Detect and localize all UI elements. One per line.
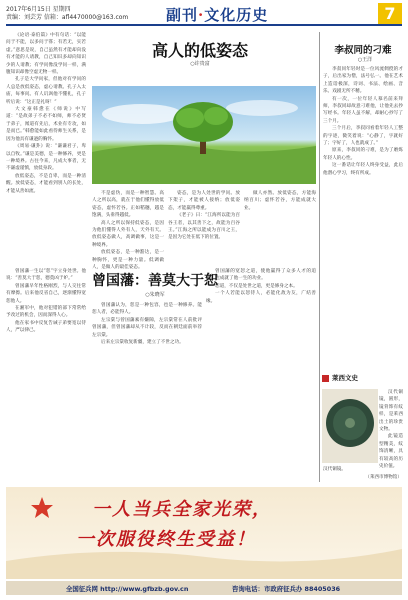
paragraph: 原来，李叔同的刁难，是为了磨炼年轻人的心性。 — [323, 148, 403, 161]
footer-hotline: 咨询电话：市政府征兵办 88405036 — [232, 585, 341, 593]
side-article-byline: ○王洋 — [357, 57, 373, 63]
brand-left: 副刊 — [166, 6, 199, 24]
footer-bar — [6, 581, 402, 595]
section-brand — [166, 4, 268, 25]
masthead-rule — [6, 24, 402, 26]
paragraph: 大文豪韩愈在《师说》中写道：“是故弟子不必不如师，师不必贤于弟子，闻道有先后，术业有专攻，如是而已。”韩愈能如此看待师生关系，是因为他具有谦逊的胸怀。 — [6, 107, 86, 142]
book-credit — [340, 474, 402, 482]
paragraph: 这一番话让年轻人终身受益，此后他潜心学习，终有所成。 — [323, 163, 403, 176]
second-article-byline: ○朱晓军 — [145, 292, 165, 298]
section-label-text: 莱西文史 — [332, 374, 358, 382]
side-article-title: 李叔同的刁难 — [334, 45, 392, 56]
footer-website: 全国征兵网 http://www.gfbzb.gov.cn — [66, 585, 189, 593]
paragraph: 不是虚伪，而是一种智慧。高人之所以高，就在于他们懂得放低姿态，虚怀若谷。正如稻穗，越是饱满，头垂得越低。 — [92, 191, 164, 219]
paragraph: 放低姿态，是一种豁达，是一种胸怀，更是一种力量。低调做人，是做人的最佳姿态。 — [92, 250, 164, 271]
paragraph: 高人之所以保持低姿态，是因为他们懂得人外有人，天外有天。放低姿态做人，高调做事，这是一种境界。 — [92, 220, 164, 248]
main-article-title: 高人的低姿态 — [151, 41, 248, 60]
bronze-mirror-illustration — [322, 389, 378, 463]
paragraph: 曾国藩早年性格刚烈，与人交往常有摩擦。后来他反省自己，逐渐懂得宽恕他人。 — [6, 283, 86, 304]
paragraph: 有一次，一位年轻人慕名前来拜师，李叔同却故意刁难他，让他先去抄写经书。年轻人虽不解，却耐心抄写了三个月。 — [323, 96, 403, 124]
paragraph: 左宗棠与曾国藩素有嫌隙，左宗棠常在人前批评曾国藩，但曾国藩却从不计较，反而在朝廷面前举荐左宗棠。 — [92, 317, 202, 338]
main-article-byline: ○许贵富 — [190, 61, 210, 67]
second-article-col-2 — [92, 302, 202, 480]
paragraph: 放低姿态，不是自卑，而是一种清醒。放低姿态，才能看到别人的长处，才能从善如流。 — [6, 173, 86, 194]
book-description — [379, 389, 403, 470]
paragraph: 在湘军中，他对犯错的部下常常给予改过的机会，因而深得人心。 — [6, 306, 86, 319]
section-marker-icon — [322, 375, 329, 382]
paragraph: 三个月后，李叔同看着年轻人工整的字迹，微笑着说：“心静了，字就好了；字好了，人也就成了。” — [323, 126, 403, 147]
paragraph: 此镜造型精美，纹饰清晰，具有较高的历史价值。 — [379, 434, 403, 470]
main-article-col-2 — [168, 190, 240, 266]
column-divider — [319, 32, 320, 482]
recruitment-banner — [6, 487, 402, 579]
paragraph: 他在家书中反复告诫子弟要宽以待人，严以律己。 — [6, 320, 86, 334]
side-article-body — [323, 66, 403, 368]
main-article-left-column — [6, 32, 86, 264]
paragraph: 孔子是大学问家，但他对有学问的人总是放低姿态，虚心请教。孔子入太庙，每事问。有人讥讽他不懂礼，孔子听后说：“这正是礼呀！” — [6, 77, 86, 105]
tree-illustration — [92, 86, 316, 184]
paragraph: 恕道，不仅是处世之道，更是修身之本。 — [215, 283, 298, 289]
banner-line-2: 一次服役终生受益！ — [76, 529, 256, 550]
hero-tree-image — [92, 86, 316, 184]
paragraph: 曾国藩的宽恕之道，使他赢得了众多人才的追随，也成就了他一生的功业。 — [206, 269, 316, 282]
paragraph: 姿态，是为人处世的学问。放下架子，才能被人接纳；放低姿态，才能赢得尊重。 — [168, 191, 240, 211]
credit-text: （莱西市博物馆） — [365, 475, 402, 480]
caption-text: 汉代铜镜。 — [323, 467, 346, 472]
paragraph: 《老子》曰：“江海所以能为百谷王者，以其善下之，故能为百谷王。”江海之所以能成为百川之王，是因为它处在低下的位置。 — [168, 213, 240, 241]
editor-info: 责编：刘芸芳 信箱：afl4470000@163.com — [6, 14, 129, 21]
paragraph: 曾国藩一生以“恕”字立身处世。他说：“善莫大于恕，德莫凶于妒。” — [6, 269, 86, 282]
paragraph: 汉代铜镜，圆形，镜背饰有纹样，是莱西出土的珍贵文物。 — [379, 390, 403, 433]
brand-right: 文化历史 — [204, 6, 269, 24]
paragraph: 《论语·泰伯篇》中有句话：“以能问于不能，以多问于寡；有若无，实若虚。”意思是说，自己虽然有才能却向没有才能的人请教，自己知识多却向知识少的人请教；有学问像没学问一样，满腹知识却像空虚无物一样。 — [6, 33, 86, 76]
paragraph: 曾国藩认为，恕是一种包容，也是一种修养。能恕人者，必能得人。 — [92, 303, 202, 316]
bronze-mirror-photo — [322, 389, 378, 463]
paragraph: 《周易·谦卦》说：“谦谦君子，卑以自牧。”谦是美德，是一种修养，更是一种境界。古往今来，凡成大事者，无不谦虚谨慎，放低身段。 — [6, 144, 86, 172]
second-article-col-1 — [6, 268, 86, 480]
page-number: 7 — [378, 3, 402, 25]
main-article-mid-column — [92, 190, 164, 271]
paragraph: 后来左宗棠收复新疆，建立了不世之功。 — [101, 340, 184, 346]
main-article-col-3 — [244, 190, 316, 266]
banner-line-1: 一人当兵全家光荣， — [92, 499, 272, 520]
paragraph: 一个人若能以恕待人，必能化敌为友，广结善缘。 — [206, 291, 316, 304]
paragraph: 做人亦然。放低姿态，方能海纳百川；虚怀若谷，方能成就大业。 — [244, 191, 316, 211]
brand-separator: · — [198, 6, 205, 24]
local-history-label — [320, 373, 402, 385]
second-article-col-3 — [206, 268, 316, 480]
second-article-title: 曾国藩：善莫大于恕 — [92, 273, 218, 289]
issue-date: 2017年6月15日 星期四 — [6, 6, 71, 13]
paragraph: 李叔同年轻时是一位风流倜傥的才子，后出家为僧，法号弘一。他在艺术上造诣极深，诗词、书法、绘画、音乐、戏剧无所不精。 — [323, 67, 403, 95]
